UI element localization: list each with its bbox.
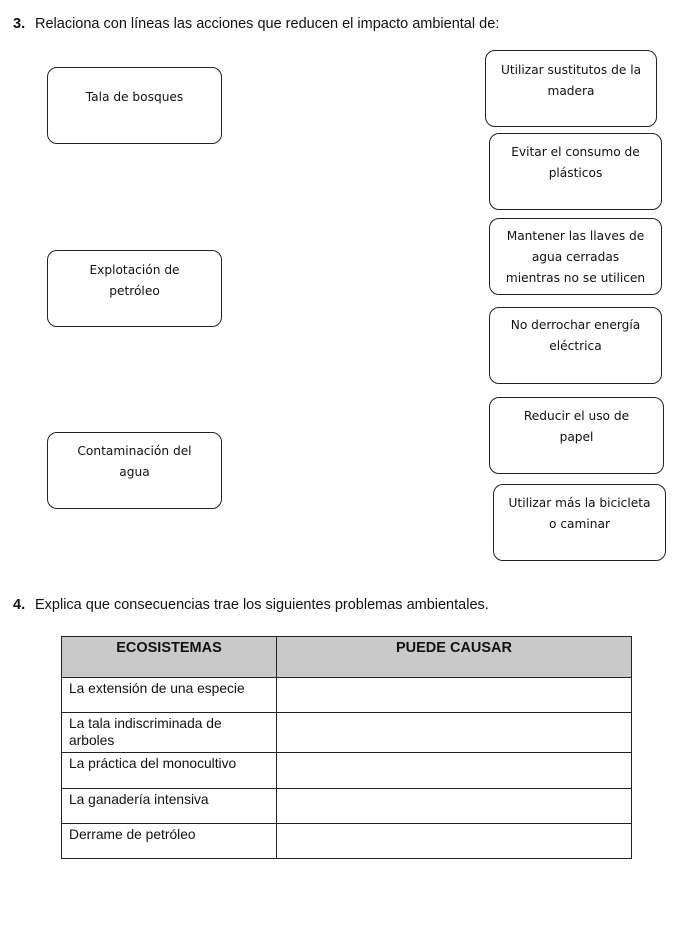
table-header-row — [62, 637, 632, 678]
table-row — [62, 753, 632, 789]
box-line: o caminar — [549, 517, 610, 531]
box-line: eléctrica — [549, 339, 602, 353]
box-line: petróleo — [109, 284, 160, 298]
box-line: plásticos — [548, 166, 603, 180]
problem-cell: La ganadería intensiva — [62, 789, 277, 824]
answer-cell[interactable] — [277, 713, 632, 753]
box-line: agua — [119, 465, 150, 479]
question-3-text: Relaciona con líneas las acciones que reducen el impacto ambiental de: — [35, 16, 500, 32]
right-box-consumo-plasticos[interactable] — [489, 133, 662, 210]
problem-cell: La tala indiscriminada de arboles — [62, 713, 277, 753]
question-3-number: 3. — [13, 16, 26, 32]
right-box-energia-electrica[interactable] — [489, 307, 662, 384]
left-box-explotacion-petroleo[interactable] — [47, 250, 222, 327]
table-row — [62, 713, 632, 753]
box-line: Mantener las llaves de — [506, 229, 645, 243]
answer-cell[interactable] — [277, 753, 632, 789]
ecosystems-table — [61, 636, 632, 859]
box-line: papel — [559, 430, 594, 444]
box-line: Utilizar más la bicicleta — [508, 496, 651, 510]
header-puede-causar: PUEDE CAUSAR — [277, 637, 632, 678]
box-line: Contaminación del — [77, 444, 192, 458]
table-row — [62, 789, 632, 824]
box-line: Tala de bosques — [85, 90, 184, 104]
answer-cell[interactable] — [277, 824, 632, 859]
answer-cell[interactable] — [277, 789, 632, 824]
question-4-number: 4. — [13, 597, 26, 613]
header-ecosistemas: ECOSISTEMAS — [62, 637, 277, 678]
box-line: madera — [547, 84, 595, 98]
box-line: agua cerradas — [531, 250, 620, 264]
problem-cell: La extensión de una especie — [62, 678, 277, 713]
right-box-bicicleta[interactable] — [493, 484, 666, 561]
box-line: mientras no se utilicen — [505, 271, 646, 285]
right-box-uso-papel[interactable] — [489, 397, 664, 474]
right-box-llaves-agua[interactable] — [489, 218, 662, 295]
question-4-heading — [13, 597, 489, 613]
problem-cell: La práctica del monocultivo — [62, 753, 277, 789]
box-line: Evitar el consumo de — [511, 145, 640, 159]
right-box-sustitutos-madera[interactable] — [485, 50, 657, 127]
table-row — [62, 824, 632, 859]
left-box-contaminacion-agua[interactable] — [47, 432, 222, 509]
table-row — [62, 678, 632, 713]
question-4-text: Explica que consecuencias trae los siguientes problemas ambientales. — [35, 597, 489, 613]
problem-cell: Derrame de petróleo — [62, 824, 277, 859]
box-line: Explotación de — [89, 263, 180, 277]
answer-cell[interactable] — [277, 678, 632, 713]
box-line: No derrochar energía — [510, 318, 641, 332]
box-line: Reducir el uso de — [523, 409, 630, 423]
box-line: Utilizar sustitutos de la — [500, 63, 642, 77]
left-box-tala-de-bosques[interactable] — [47, 67, 222, 144]
question-3-heading — [13, 16, 499, 32]
